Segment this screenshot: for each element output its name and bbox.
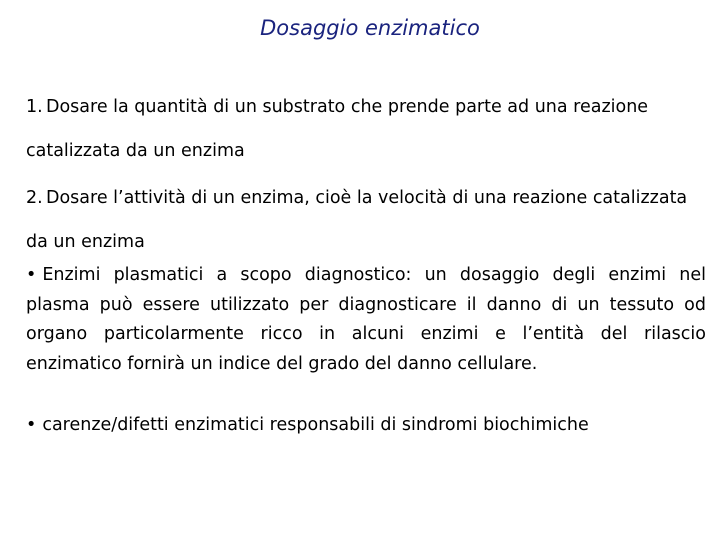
item-text: Dosare l’attività di un enzima, cioè la velocità di una reazione catalizzata da un enzima bbox=[26, 188, 688, 252]
item-number: 1. bbox=[26, 97, 43, 117]
bullet-marker: • bbox=[26, 415, 37, 435]
numbered-item-1 bbox=[26, 85, 696, 173]
bullet-text: carenze/difetti enzimatici responsabili di sindromi biochimiche bbox=[42, 415, 589, 435]
bullet-item-1 bbox=[26, 261, 706, 379]
item-number: 2. bbox=[26, 188, 43, 208]
slide-title: Dosaggio enzimatico bbox=[260, 16, 480, 40]
bullet-text: Enzimi plasmatici a scopo diagnostico: un dosaggio degli enzimi nel plasma può essere utilizzato per diagnosticare il danno di un tessuto od organo particolarmente ricco in alcuni enzimi e l’entità del rilascio enzimatico fornirà un indice del grado del danno cellulare. bbox=[26, 265, 706, 374]
item-text: Dosare la quantità di un substrato che prende parte ad una reazione catalizzata da un enzima bbox=[26, 97, 649, 161]
bullet-marker: • bbox=[26, 265, 37, 285]
numbered-item-2 bbox=[26, 176, 696, 264]
bullet-item-2 bbox=[26, 411, 706, 441]
